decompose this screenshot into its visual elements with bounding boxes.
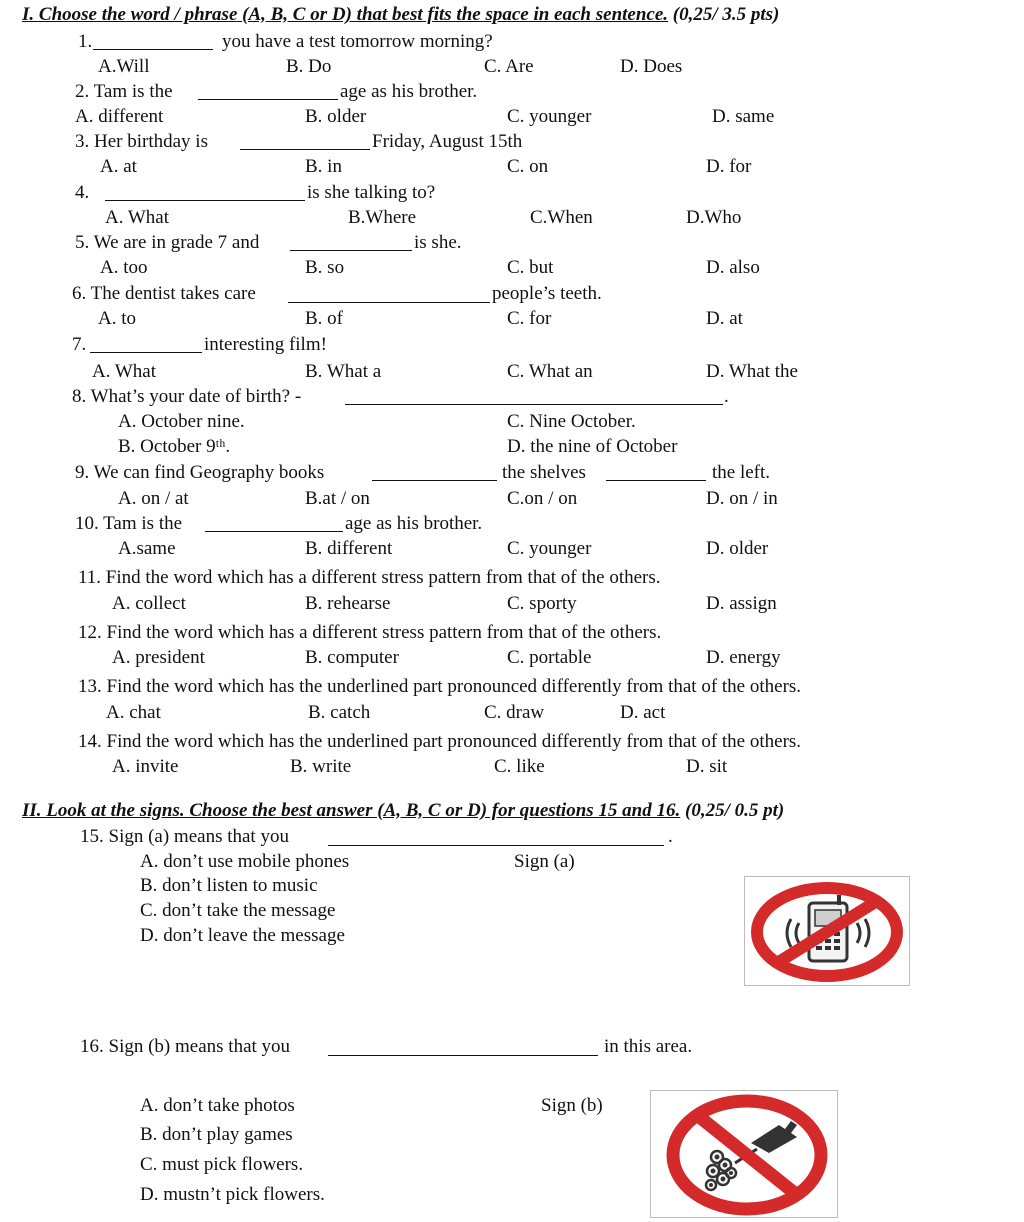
question-number: 2. Tam is the xyxy=(75,81,173,102)
option-d[interactable]: D. same xyxy=(712,106,775,127)
question-text: 11. Find the word which has a different stress pattern from that of the others. xyxy=(78,567,661,588)
option-c[interactable]: C. Nine October. xyxy=(507,411,636,432)
section-1-heading xyxy=(22,4,779,26)
option-a[interactable]: A. collect xyxy=(112,593,186,614)
section-1-title: I. Choose the word / phrase (A, B, C or D) that best fits the space in each sentence. xyxy=(22,4,669,25)
option-d[interactable]: D. energy xyxy=(706,647,781,668)
answer-blank[interactable] xyxy=(288,302,490,303)
option-c[interactable]: C. must pick flowers. xyxy=(140,1154,304,1175)
answer-blank[interactable] xyxy=(345,404,723,405)
option-b[interactable]: B. catch xyxy=(308,702,371,723)
question-text: is she. xyxy=(414,232,462,253)
option-c[interactable]: C. don’t take the message xyxy=(140,900,336,921)
option-a[interactable]: A. at xyxy=(100,156,137,177)
question-number: 7. xyxy=(72,334,87,355)
option-c[interactable]: C. draw xyxy=(484,702,545,723)
option-d[interactable]: D. at xyxy=(706,308,743,329)
option-b[interactable]: B.Where xyxy=(348,207,417,228)
option-b[interactable]: B. in xyxy=(305,156,342,177)
option-b[interactable]: B. don’t listen to music xyxy=(140,875,318,896)
sign-b-no-picking-flowers xyxy=(650,1090,838,1218)
question-stem: 16. Sign (b) means that you xyxy=(80,1036,291,1057)
question-end: . xyxy=(724,386,729,407)
answer-blank-1[interactable] xyxy=(372,480,497,481)
option-b[interactable]: B. rehearse xyxy=(305,593,391,614)
answer-blank[interactable] xyxy=(290,250,412,251)
sign-a-no-phones xyxy=(744,876,910,986)
question-text: is she talking to? xyxy=(307,182,436,203)
option-a[interactable]: A. on / at xyxy=(118,488,189,509)
option-b[interactable]: B. don’t play games xyxy=(140,1124,293,1145)
question-number: 8. What’s your date of birth? - xyxy=(72,386,302,407)
option-b[interactable]: B. write xyxy=(290,756,352,777)
answer-blank[interactable] xyxy=(205,531,343,532)
option-d[interactable]: D. on / in xyxy=(706,488,778,509)
question-number: 5. We are in grade 7 and xyxy=(75,232,260,253)
question-number: 4. xyxy=(75,182,90,203)
option-d[interactable]: D. What the xyxy=(706,361,798,382)
sign-a-label: Sign (a) xyxy=(514,851,575,872)
answer-blank[interactable] xyxy=(93,49,213,50)
option-d[interactable]: D. act xyxy=(620,702,666,723)
question-text-end: the left. xyxy=(712,462,771,483)
question-text: 13. Find the word which has the underlined part pronounced differently from that of the others. xyxy=(78,676,802,697)
option-c[interactable]: C.on / on xyxy=(507,488,578,509)
option-c[interactable]: C. for xyxy=(507,308,552,329)
question-end: in this area. xyxy=(604,1036,693,1057)
sign-b-label: Sign (b) xyxy=(541,1095,603,1116)
option-b[interactable]: B. so xyxy=(305,257,345,278)
question-text: people’s teeth. xyxy=(492,283,602,304)
option-b[interactable]: B.at / on xyxy=(305,488,370,509)
option-b[interactable]: B. different xyxy=(305,538,393,559)
option-a[interactable]: A. don’t use mobile phones xyxy=(140,851,350,872)
question-text: Friday, August 15th xyxy=(372,131,523,152)
section-2-title: II. Look at the signs. Choose the best answer (A, B, C or D) for questions 15 and 16. xyxy=(22,800,681,821)
question-number: 9. We can find Geography books xyxy=(75,462,325,483)
question-text: interesting film! xyxy=(204,334,327,355)
answer-blank[interactable] xyxy=(328,845,664,846)
answer-blank[interactable] xyxy=(90,352,202,353)
answer-blank[interactable] xyxy=(240,149,370,150)
option-c[interactable]: C. younger xyxy=(507,106,592,127)
option-c[interactable]: C. Are xyxy=(484,56,534,77)
answer-blank-2[interactable] xyxy=(606,480,706,481)
option-a[interactable]: A. to xyxy=(98,308,136,329)
option-a[interactable]: A. invite xyxy=(112,756,179,777)
option-b[interactable]: B. older xyxy=(305,106,367,127)
question-number: 3. Her birthday is xyxy=(75,131,208,152)
answer-blank[interactable] xyxy=(328,1055,598,1056)
question-number: 1. xyxy=(78,31,93,52)
question-number: 6. The dentist takes care xyxy=(72,283,256,304)
option-d[interactable]: D. assign xyxy=(706,593,777,614)
question-text: age as his brother. xyxy=(340,81,478,102)
section-2-points: (0,25/ 0.5 pt) xyxy=(685,800,785,821)
question-text: 14. Find the word which has the underlined part pronounced differently from that of the others. xyxy=(78,731,802,752)
question-text: 12. Find the word which has a different stress pattern from that of the others. xyxy=(78,622,662,643)
option-b[interactable]: B. October 9ᵗʰ. xyxy=(118,436,231,457)
option-d[interactable]: D.Who xyxy=(686,207,742,228)
option-a[interactable]: A. chat xyxy=(106,702,161,723)
option-c[interactable]: C. like xyxy=(494,756,545,777)
option-a[interactable]: A.same xyxy=(118,538,176,559)
option-c[interactable]: C. What an xyxy=(507,361,593,382)
no-mobile-phone-icon xyxy=(745,877,909,985)
question-text: you have a test tomorrow morning? xyxy=(222,31,493,52)
section-1-points: (0,25/ 3.5 pts) xyxy=(672,4,780,25)
question-end: . xyxy=(668,826,673,847)
option-b[interactable]: B. What a xyxy=(305,361,382,382)
option-c[interactable]: C. portable xyxy=(507,647,592,668)
option-a[interactable]: A. What xyxy=(92,361,157,382)
option-a[interactable]: A. What xyxy=(105,207,170,228)
option-a[interactable]: A. different xyxy=(75,106,164,127)
option-d[interactable]: D. also xyxy=(706,257,760,278)
option-d[interactable]: D. mustn’t pick flowers. xyxy=(140,1184,325,1205)
no-picking-flowers-icon xyxy=(651,1091,837,1217)
option-c[interactable]: C. on xyxy=(507,156,549,177)
option-a[interactable]: A. too xyxy=(100,257,148,278)
option-b[interactable]: B. computer xyxy=(305,647,399,668)
option-d[interactable]: D. the nine of October xyxy=(507,436,678,457)
option-c[interactable]: C. sporty xyxy=(507,593,577,614)
answer-blank[interactable] xyxy=(105,200,305,201)
option-a[interactable]: A.Will xyxy=(98,56,150,77)
question-text: age as his brother. xyxy=(345,513,483,534)
option-a[interactable]: A. president xyxy=(112,647,205,668)
option-d[interactable]: D. older xyxy=(706,538,769,559)
option-b[interactable]: B. of xyxy=(305,308,343,329)
option-d[interactable]: D. for xyxy=(706,156,752,177)
answer-blank[interactable] xyxy=(198,99,338,100)
option-b[interactable]: B. Do xyxy=(286,56,332,77)
question-number: 10. Tam is the xyxy=(75,513,183,534)
option-d[interactable]: D. sit xyxy=(686,756,728,777)
option-a[interactable]: A. October nine. xyxy=(118,411,245,432)
question-text: the shelves xyxy=(502,462,586,483)
section-2-heading xyxy=(22,800,784,822)
option-d[interactable]: D. Does xyxy=(620,56,683,77)
question-stem: 15. Sign (a) means that you xyxy=(80,826,289,847)
option-d[interactable]: D. don’t leave the message xyxy=(140,925,345,946)
option-c[interactable]: C. younger xyxy=(507,538,592,559)
option-c[interactable]: C. but xyxy=(507,257,554,278)
option-c[interactable]: C.When xyxy=(530,207,593,228)
option-a[interactable]: A. don’t take photos xyxy=(140,1095,295,1116)
